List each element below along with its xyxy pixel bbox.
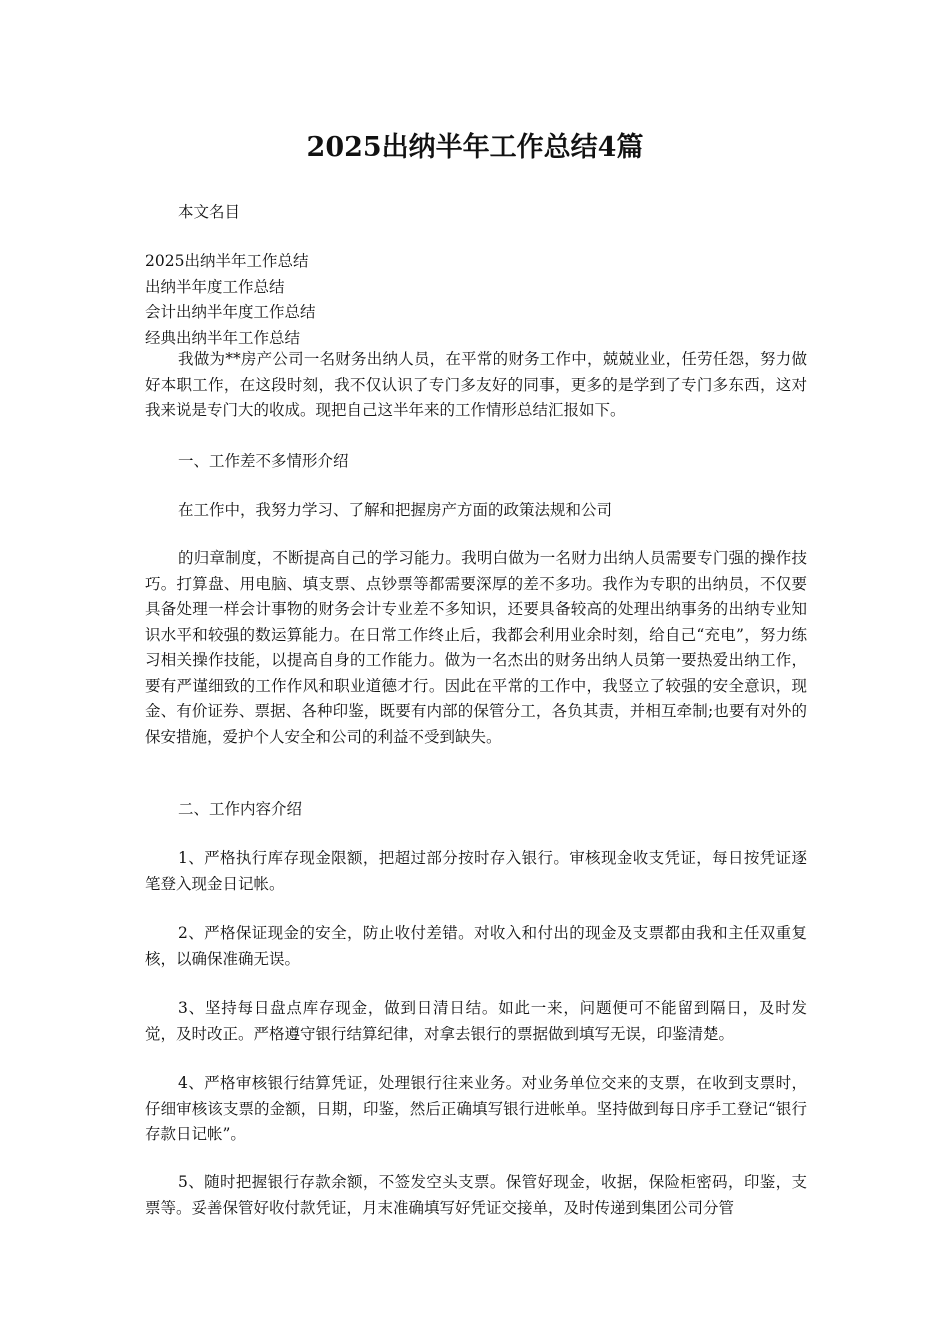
list-item-3: 3、坚持每日盘点库存现金，做到日清日结。如此一来，问题便可不能留到隔日，及时发觉，及时改正。严格遵守银行结算纪律，对拿去银行的票据做到填写无误，印鉴清楚。 (145, 999, 807, 1043)
section-heading-2: 二、工作内容介绍 (178, 800, 303, 818)
list-item-1: 1、严格执行库存现金限额，把超过部分按时存入银行。审核现金收支凭证，每日按凭证逐笔登入现金日记帐。 (145, 849, 807, 893)
list-item-4: 4、严格审核银行结算凭证，处理银行往来业务。对业务单位交来的支票，在收到支票时，仔细审核该支票的金额，日期，印鉴，然后正确填写银行进帐单。坚持做到每日序手工登记“银行存款日记帐”。 (145, 1074, 807, 1143)
document-title: 2025出纳半年工作总结4篇 (306, 132, 644, 163)
section-heading-1: 一、工作差不多情形介绍 (178, 452, 349, 470)
toc-heading: 本文名目 (178, 203, 241, 221)
toc-item[interactable]: 经典出纳半年工作总结 (145, 328, 301, 347)
table-of-contents (145, 249, 807, 351)
body-paragraph: 的归章制度，不断提高自己的学习能力。我明白做为一名财力出纳人员需要专门强的操作技巧。打算盘、用电脑、填支票、点钞票等都需要深厚的差不多功。我作为专职的出纳员，不仅要具备处理一样会计事物的财务会计专业差不多知识，还要具备较高的处理出纳事务的出纳专业知识水平和较强的数运算能力。在日常工作终止后，我都会利用业余时刻，给自己“充电”，努力练习相关操作技能，以提高自身的工作能力。做为一名杰出的财务出纳人员第一要热爱出纳工作，要有严谨细致的工作作风和职业道德才行。因此在平常的工作中，我竖立了较强的安全意识，现金、有价证券、票据、各种印鉴，既要有内部的保管分工，各负其责，并相互牵制;也要有对外的保安措施，爱护个人安全和公司的利益不受到缺失。 (145, 549, 807, 746)
body-paragraph: 在工作中，我努力学习、了解和把握房产方面的政策法规和公司 (178, 501, 613, 519)
toc-item[interactable]: 出纳半年度工作总结 (145, 277, 285, 296)
list-item-2: 2、严格保证现金的安全，防止收付差错。对收入和付出的现金及支票都由我和主任双重复核，以确保准确无误。 (145, 924, 807, 968)
toc-item[interactable]: 会计出纳半年度工作总结 (145, 303, 316, 321)
list-item-5: 5、随时把握银行存款余额，不签发空头支票。保管好现金，收据，保险柜密码，印鉴，支票等。妥善保管好收付款凭证，月末准确填写好凭证交接单，及时传递到集团公司分管 (145, 1173, 807, 1217)
intro-paragraph: 我做为**房产公司一名财务出纳人员，在平常的财务工作中，兢兢业业，任劳任怨，努力做好本职工作，在这段时刻，我不仅认识了专门多友好的同事，更多的是学到了专门多东西，这对我来说是专门大的收成。现把自己这半年来的工作情形总结汇报如下。 (145, 350, 807, 419)
toc-item[interactable]: 2025出纳半年工作总结 (145, 252, 309, 270)
